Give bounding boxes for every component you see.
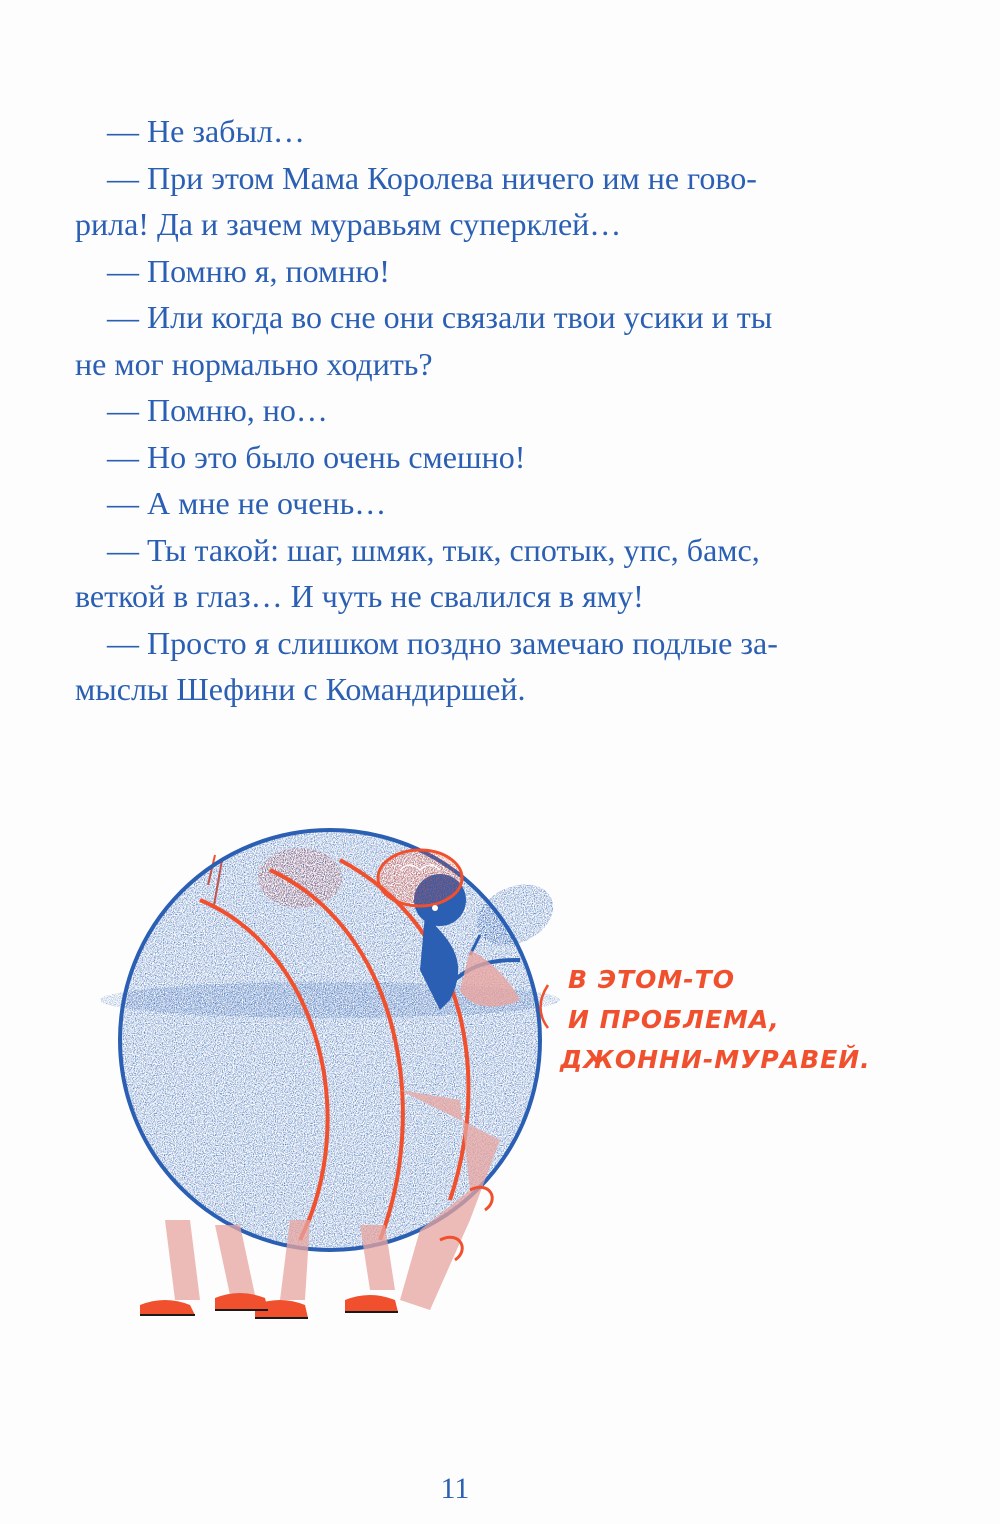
text-line: рила! Да и зачем муравьям суперклей…	[75, 206, 622, 242]
motion-lines	[208, 855, 222, 905]
ground-shadow	[100, 982, 560, 1018]
text-line: — Помню, но…	[107, 392, 328, 428]
ant-legs	[165, 1090, 500, 1310]
text-line: не мог нормально ходить?	[75, 345, 433, 382]
text-line: — Ты такой: шаг, шмяк, тык, спотык, упс, бамс,	[107, 531, 760, 568]
text-line: мыслы Шефини с Командиршей.	[75, 671, 526, 707]
text-line: — Не забыл…	[107, 113, 305, 149]
leaf-fan	[467, 873, 563, 958]
ant-head	[378, 850, 466, 926]
ant-arm	[460, 950, 520, 1007]
ant-shoe-outlines	[140, 1310, 398, 1318]
ant-antennae	[440, 1187, 492, 1260]
hair-tuft	[258, 848, 342, 908]
speech-bubble-text	[560, 960, 871, 1080]
page-number: 11	[440, 1472, 470, 1505]
text-line: — А мне не очень…	[107, 485, 387, 521]
speech-pointer	[541, 985, 549, 1028]
text-line: — Помню я, помню!	[107, 252, 390, 289]
speech-line: В ЭТОМ-ТО	[568, 965, 735, 994]
speech-line: ДЖОННИ-МУРАВЕЙ.	[560, 1045, 871, 1074]
text-line: веткой в глаз… И чуть не свалился в яму!	[75, 578, 644, 614]
abdomen-ball	[120, 830, 540, 1250]
ant-shoes	[140, 1293, 398, 1318]
ant-torso	[420, 915, 520, 1010]
speech-line: И ПРОБЛЕМА,	[568, 1005, 780, 1034]
text-line: — Но это было очень смешно!	[107, 438, 526, 475]
text-line: — Или когда во сне они связали твои усики и ты	[107, 299, 773, 335]
text-line: — Просто я слишком поздно замечаю подлые за-	[107, 624, 778, 661]
dialogue-text	[75, 108, 855, 713]
text-line: — При этом Мама Королева ничего им не гово-	[107, 159, 757, 196]
